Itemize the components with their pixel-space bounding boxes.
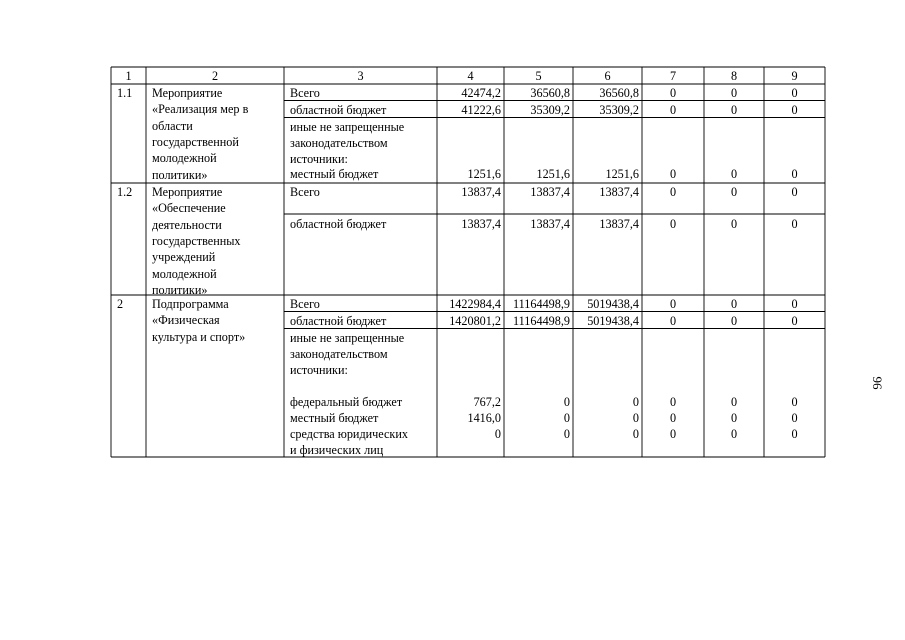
funding-value: 0 — [730, 427, 738, 441]
row-name-line: учреждений — [152, 250, 216, 265]
row-name-line: культура и спорт» — [152, 329, 246, 344]
funding-value: 0 — [730, 296, 738, 311]
row-name-line: Мероприятие — [152, 185, 223, 199]
funding-value: 0 — [563, 394, 570, 409]
funding-value: 0 — [791, 86, 798, 100]
funding-value: 1251,6 — [536, 167, 570, 181]
column-header: 6 — [604, 68, 611, 83]
funding-value: 0 — [669, 184, 677, 199]
funding-value: 1422984,4 — [449, 296, 501, 311]
funding-value: 0 — [669, 296, 677, 311]
funding-value: 35309,2 — [599, 102, 639, 117]
funding-value: 0 — [791, 102, 798, 117]
funding-value: 13837,4 — [599, 184, 639, 199]
row-name-line: государственной — [152, 134, 239, 149]
funding-value: 0 — [563, 410, 570, 425]
funding-source-label: местный бюджет — [290, 167, 379, 181]
row-name-line: деятельности — [152, 217, 222, 232]
funding-value: 13837,4 — [461, 184, 501, 199]
funding-value: 0 — [669, 167, 677, 181]
row-name-line: «Обеспечение — [152, 201, 226, 216]
funding-source-label: иные не запрещенные — [290, 119, 405, 134]
funding-value: 36560,8 — [599, 86, 639, 100]
funding-source-label: законодательством — [290, 346, 388, 361]
page-number: 96 — [870, 376, 885, 390]
funding-value: 11164498,9 — [513, 313, 570, 328]
funding-value: 1251,6 — [605, 167, 639, 181]
funding-value: 0 — [791, 394, 798, 409]
row-name-line: политики» — [152, 167, 208, 182]
column-header: 5 — [535, 68, 542, 83]
funding-value: 11164498,9 — [513, 296, 570, 311]
funding-value: 1420801,2 — [449, 313, 501, 328]
funding-value: 0 — [730, 86, 738, 100]
funding-source-label: областной бюджет — [290, 313, 387, 328]
funding-value: 0 — [791, 184, 798, 199]
funding-value: 13837,4 — [530, 217, 570, 231]
funding-value: 0 — [730, 394, 738, 409]
funding-value: 41222,6 — [461, 102, 501, 117]
funding-value: 0 — [632, 410, 639, 425]
row-name-line: «Физическая — [152, 313, 220, 328]
column-header: 3 — [357, 68, 364, 83]
funding-value: 0 — [669, 427, 677, 441]
funding-source-label: иные не запрещенные — [290, 330, 405, 345]
row-code: 2 — [117, 297, 124, 311]
row-name-line: Подпрограмма — [152, 297, 229, 311]
funding-value: 0 — [730, 313, 738, 328]
funding-source-label: и физических лиц — [290, 443, 384, 458]
column-header: 1 — [125, 68, 132, 83]
funding-value: 0 — [669, 102, 677, 117]
funding-source-label: областной бюджет — [290, 217, 387, 231]
row-code: 1.1 — [117, 86, 133, 100]
funding-source-label: законодательством — [290, 135, 388, 150]
funding-value: 0 — [791, 167, 798, 181]
funding-value: 767,2 — [473, 394, 501, 409]
funding-source-label: Всего — [290, 296, 320, 311]
row-name-line: молодежной — [152, 266, 217, 281]
funding-source-label: источники: — [290, 363, 348, 378]
row-name-line: молодежной — [152, 151, 217, 166]
funding-value: 1251,6 — [467, 167, 501, 181]
funding-value: 5019438,4 — [587, 313, 639, 328]
row-name-line: Мероприятие — [152, 86, 223, 100]
funding-value: 13837,4 — [461, 217, 501, 231]
funding-source-label: средства юридических — [290, 427, 408, 441]
funding-value: 35309,2 — [530, 102, 570, 117]
funding-value: 1416,0 — [467, 410, 501, 425]
row-name-line: «Реализация мер в — [152, 102, 249, 117]
funding-value: 36560,8 — [530, 86, 570, 100]
funding-value: 0 — [791, 427, 798, 441]
funding-value: 0 — [791, 296, 798, 311]
funding-value: 13837,4 — [599, 217, 639, 231]
funding-value: 0 — [730, 102, 738, 117]
column-header: 9 — [791, 68, 798, 83]
funding-value: 0 — [494, 427, 501, 441]
funding-source-label: источники: — [290, 152, 348, 167]
column-header: 4 — [467, 68, 474, 83]
funding-value: 0 — [791, 410, 798, 425]
funding-source-label: областной бюджет — [290, 102, 387, 117]
column-header: 2 — [211, 68, 219, 83]
funding-value: 0 — [669, 394, 677, 409]
funding-source-label: Всего — [290, 86, 320, 100]
funding-value: 0 — [669, 313, 677, 328]
funding-value: 13837,4 — [530, 184, 570, 199]
funding-value: 0 — [669, 86, 677, 100]
funding-value: 0 — [791, 217, 798, 231]
column-header: 8 — [730, 68, 738, 83]
funding-value: 0 — [791, 313, 798, 328]
funding-source-label: местный бюджет — [290, 410, 379, 425]
row-name-line: государственных — [152, 233, 241, 248]
funding-value: 0 — [730, 217, 738, 231]
row-code: 1.2 — [117, 185, 133, 199]
funding-value: 0 — [632, 394, 639, 409]
funding-value: 0 — [730, 184, 738, 199]
funding-value: 0 — [730, 167, 738, 181]
funding-source-label: федеральный бюджет — [290, 394, 403, 409]
funding-source-label: Всего — [290, 184, 320, 199]
funding-value: 0 — [669, 217, 677, 231]
column-header: 7 — [669, 68, 677, 83]
row-name-line: политики» — [152, 282, 208, 297]
funding-value: 5019438,4 — [587, 296, 639, 311]
funding-value: 0 — [669, 410, 677, 425]
funding-value: 0 — [632, 427, 639, 441]
funding-value: 42474,2 — [461, 86, 501, 100]
row-name-line: области — [152, 118, 193, 133]
funding-value: 0 — [730, 410, 738, 425]
funding-value: 0 — [563, 427, 570, 441]
